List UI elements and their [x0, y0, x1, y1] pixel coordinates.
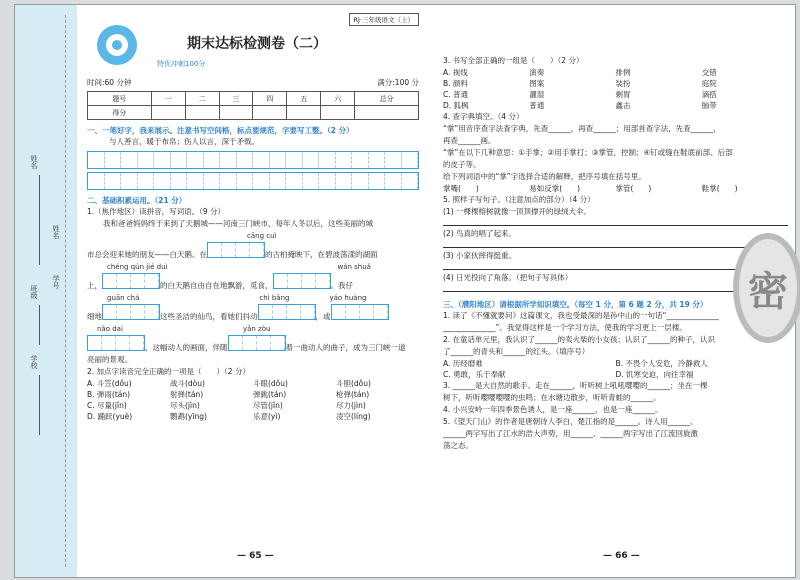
q4-text: “掌”在以下几种意思：①手掌；②用手掌打；③掌管，控制；④钉或缝在鞋底前部、后部 [443, 148, 733, 157]
q1-title: 1.（焦作地区）读拼音，写词语。（9 分） [87, 207, 226, 216]
q3-option-row: B. 颜料 图案 装扮 庭院 [443, 79, 717, 88]
section-2-title: 二、基础积累运用。（21 分） [87, 196, 187, 205]
q2-option-row: A. 斗笠(dǒu) 战斗(dòu) 斗眼(dǒu) 斗胆(dǒu) [87, 379, 371, 388]
r5-text: 荡之态。 [443, 441, 473, 450]
pinyin: guān chá chì bǎng yáo huàng [107, 294, 367, 302]
writing-grid-row[interactable] [87, 151, 419, 169]
page-title: 期末达标检测卷（二） [187, 36, 327, 52]
q5-example: (4) 日光投向了角落。（把句子写具体） [443, 273, 573, 282]
q4-text: “掌”用音序查字法查字典，先查______，再查______；用部首查字法，先查______， [443, 124, 721, 133]
answer-line[interactable] [443, 218, 788, 226]
r3-text: 3. ______是大自然的歌手。走在______，听听树上吼吼嘤嘤的______；坐在一棵 [443, 381, 708, 390]
r4-text: 4. 小兴安岭一年四季景色诱人，是一座______，也是一座______。 [443, 405, 663, 414]
passage-line: 市总会迎来她的朋友——白天鹅。在 的古柏掩映下，在碧波荡漾的湖面 [87, 242, 419, 261]
pinyin: cāng cuì [247, 232, 277, 240]
q5-example: (3) 小家伙摔得挺重。 [443, 251, 517, 260]
pinyin: chéng qún jié duì wán shuǎ [107, 263, 371, 271]
r5-text: ______两字写出了江水的浩大声势，用______、______两字写出了江流回旋激 [443, 429, 698, 438]
binding-name-label: 姓名 [52, 225, 60, 239]
q3-option-row: D. 狐枫 普通 鑫击 脑带 [443, 101, 717, 110]
binding-id-label: 学号 [52, 275, 60, 289]
binding-strip [15, 5, 77, 577]
q3-option-row: C. 普通 灑湿 剩胃 滴搭 [443, 90, 717, 99]
q3-option-row: A. 视线 演奏 排例 交错 [443, 68, 717, 77]
page-number-65: — 65 — [237, 551, 274, 561]
q2-title: 2. 加点字读音完全正确的一项是（ ）（2 分） [87, 367, 250, 376]
r2-text: 2. 在童话单元里，我认识了______的卖火柴的小女孩；认识了______的种子，认识 [443, 335, 716, 344]
binding-name2-label: 姓名 [30, 155, 38, 169]
r2-option-row: C. 勇敢，乐于奉献 D. 饥寒交迫，向往幸福 [443, 370, 694, 379]
passage-line: 我和爸爸妈妈终于来到了天鹅城——河南三门峡市，每年人冬以后，这些美丽的城 [103, 219, 373, 228]
pinyin: nǎo dai yǎn zòu [97, 325, 271, 333]
r1-text: 1. 读了《不懂就要问》这篇课文，我也受最深的是孙中山的一句话“______________ [443, 311, 719, 320]
r2-option-row: A. 历经磨难 B. 不畏个人安危，冷静救人 [443, 359, 708, 368]
section-1-title: 一、一笔好字，我来展示。注意书写空间格，标点要规范，字要写工整。（2 分） [87, 126, 354, 135]
q5-example: (2) 鸟真的唱了起来。 [443, 229, 517, 238]
q3-title: 3. 书写全部正确的一组是（ ）（2 分） [443, 56, 584, 65]
q5-example: (1) 一棵棵榕树就像一顶顶撑开的绿绒大伞。 [443, 207, 592, 216]
copy-text: 与人善言，暖于布帛；伤人以言，深于矛戟。 [109, 137, 259, 146]
r3-text: 树下，听听嘤嘤嘤嘤的虫鸣；在水塘边散步，听听青蛙的______。 [443, 393, 661, 402]
logo-icon [87, 15, 147, 75]
q4-fill-row[interactable]: 掌嘴( ) 易如反掌( ) 掌管( ) 鞋掌( ) [443, 184, 738, 193]
page-number-66: — 66 — [603, 551, 640, 561]
q4-text: 的皮子等。 [443, 160, 481, 169]
answer-line[interactable] [443, 240, 788, 248]
binding-class-label: 班级 [30, 285, 38, 299]
passage-line: 亮丽的景观。 [87, 355, 132, 364]
passage-line: ，这幅动人的画面，伴随 着一曲动人的曲子，成为三门峡一道 [87, 335, 419, 354]
q2-option-row: C. 尽量(jǐn) 尽头(jìn) 尽管(jǐn) 尽力(jìn) [87, 401, 366, 410]
full-score-info: 满分:100 分 [377, 78, 419, 87]
page-66 [443, 55, 788, 452]
q4-title: 4. 查字典填空。（4 分） [443, 112, 524, 121]
grade-badge: RJ·三年级语文（上） [349, 13, 420, 26]
passage-line: 细地 这些圣洁的仙鸟，看她们抖动 ，或 [87, 304, 419, 323]
r5-text: 5.《望天门山》的作者是唐朝诗人李白，楚江指的是______。诗人用______、 [443, 417, 698, 426]
slogan: 特优冲刺100分 [157, 60, 206, 68]
writing-grid-row[interactable] [87, 172, 419, 190]
passage-line: 上， 的白天鹅自由自在地飘游，觅食， 。我仔 [87, 273, 419, 292]
r1-text: ______________”。我觉得这样是一个学习方法，使我的学习更上一层楼。 [443, 323, 687, 332]
exam-sheet [14, 4, 796, 578]
q5-title: 5. 照样子写句子。（注意加点的部分）（4 分） [443, 195, 595, 204]
seal-stamp: 密 [733, 233, 800, 343]
q2-option-row: D. 踊跃(yuè) 鹦鹉(yīng) 乐意(yì) 凌空(líng) [87, 412, 371, 421]
time-info: 时间:60 分钟 [87, 78, 132, 87]
q2-option-row: B. 弹雨(tán) 射弹(tán) 弹跳(tán) 枪弹(tán) [87, 390, 370, 399]
r2-text: 了______的青头和______的红头。（填序号） [443, 347, 590, 356]
q4-text: 再查______画。 [443, 136, 496, 145]
page-65 [87, 13, 419, 422]
score-table: 题号 一 二 三 四 五 六 总分 得分 [87, 91, 419, 120]
section-3-title: 三、（濮阳地区）请根据所学知识填空。（每空 1 分，第 6 题 2 分，共 19 分） [443, 300, 708, 309]
q4-text: 给下列词语中的“掌”字选择合适的解释，把序号填在括号里。 [443, 172, 646, 181]
binding-school-label: 学校 [30, 355, 38, 369]
